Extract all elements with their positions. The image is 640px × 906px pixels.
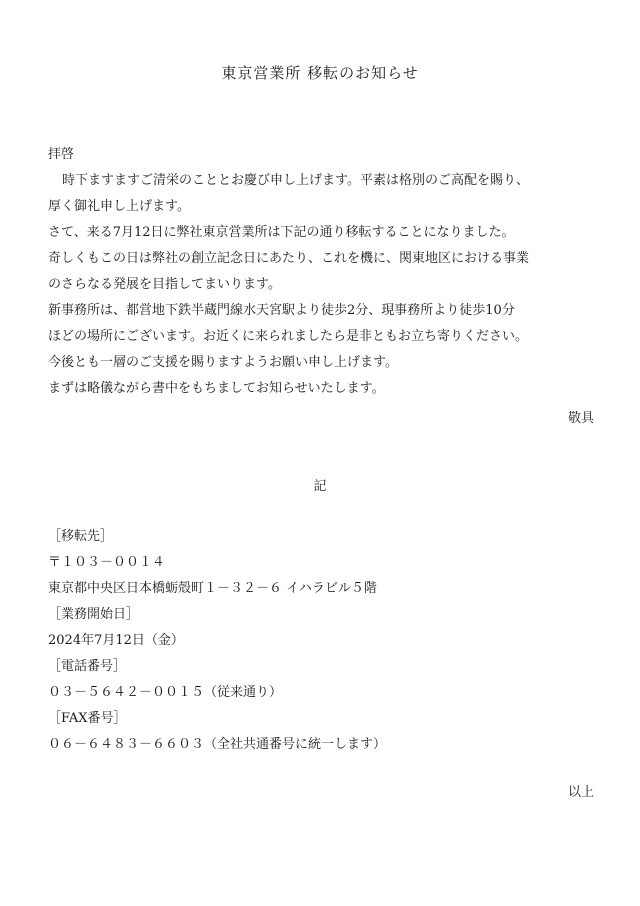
body-line: 新事務所は、都営地下鉄半蔵門線水天宮駅より徒歩2分、現事務所より徒歩10分: [48, 303, 515, 318]
detail-line: 〒１０３－００１４: [48, 555, 166, 570]
body-line: まずは略儀ながら書中をもちましてお知らせいたします。: [48, 381, 385, 396]
body-line: のさらなる発展を目指してまいります。: [48, 277, 281, 292]
detail-line: ０６－６４８３－６６０３（全社共通番号に統一します）: [48, 737, 387, 752]
detail-line: ［電話番号］: [48, 659, 127, 674]
body-line: ほどの場所にございます。お近くに来られましたら是非ともお立ち寄りください。: [48, 329, 528, 344]
body-line: さて、来る7月12日に弊社東京営業所は下記の通り移転することになりました。: [48, 225, 515, 240]
detail-line: ［FAX番号］: [48, 711, 127, 726]
body-line: 奇しくもこの日は弊社の創立記念日にあたり、これを機に、関東地区における事業: [48, 251, 530, 266]
detail-line: 2024年7月12日（金）: [48, 633, 184, 648]
detail-line: ［移転先］: [48, 529, 114, 544]
body-line: 時下ますますご清栄のこととお慶び申し上げます。平素は格別のご高配を賜り、: [62, 173, 529, 188]
greeting: 拝啓: [48, 147, 75, 162]
body-line: 厚く御礼申し上げます。: [48, 199, 190, 214]
body-line: 今後とも一層のご支援を賜りますようお願い申し上げます。: [48, 355, 398, 370]
document-title: 東京営業所 移転のお知らせ: [221, 64, 419, 82]
detail-line: 東京都中央区日本橋蛎殻町１－３２－６ イハラビル５階: [48, 581, 377, 596]
detail-line: ［業務開始日］: [48, 607, 140, 622]
detail-line: ０３－５６４２－００１５（従来通り）: [48, 685, 283, 700]
ki-heading: 記: [313, 479, 327, 494]
closing-keigu: 敬具: [567, 411, 594, 426]
closing-ijou: 以上: [567, 785, 594, 800]
